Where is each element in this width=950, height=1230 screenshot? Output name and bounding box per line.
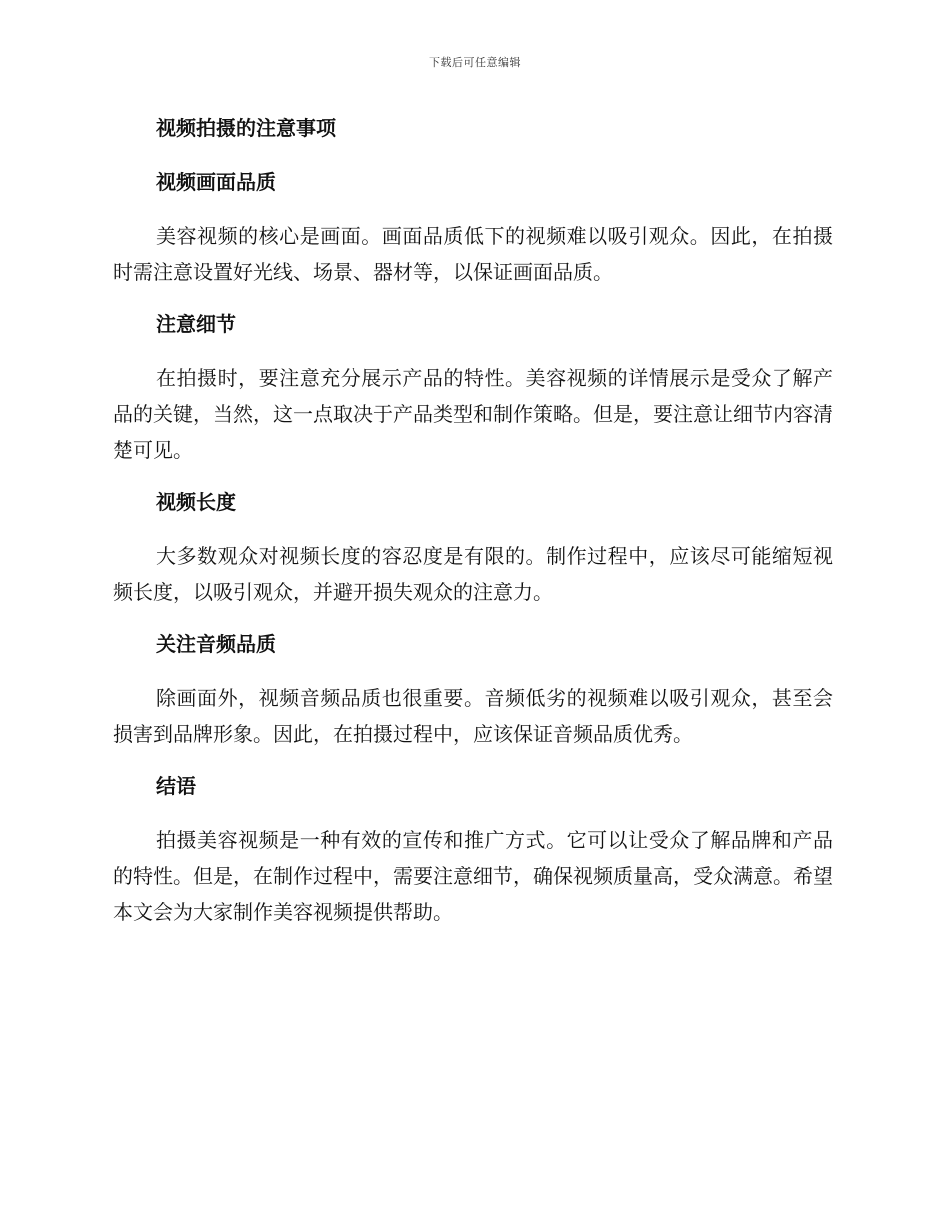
spacer [113,342,833,360]
page-header-note: 下载后可任意编辑 [429,56,521,69]
section-heading-picture-quality: 视频画面品质 [156,170,276,194]
section-body-video-length: 大多数观众对视频长度的容忍度是有限的。制作过程中，应该尽可能缩短视频长度，以吸引观众，并避开损失观众的注意力。 [113,544,833,604]
spacer [113,290,833,306]
spacer [113,752,833,768]
section-heading-video-length: 视频长度 [156,490,236,514]
section-body-audio-quality: 除画面外，视频音频品质也很重要。音频低劣的视频难以吸引观众，甚至会损害到品牌形象。因此，在拍摄过程中，应该保证音频品质优秀。 [113,686,833,746]
document-content [113,110,833,930]
section-heading-conclusion: 结语 [156,774,196,798]
section-body-picture-quality: 美容视频的核心是画面。画面品质低下的视频难以吸引观众。因此，在拍摄时需注意设置好光线、场景、器材等，以保证画面品质。 [113,224,833,284]
section-heading-details: 注意细节 [156,312,236,336]
document-title: 视频拍摄的注意事项 [156,116,336,140]
spacer [113,200,833,218]
spacer [113,146,833,164]
spacer [113,662,833,680]
spacer [113,468,833,484]
spacer [113,610,833,626]
spacer [113,804,833,822]
spacer [113,520,833,538]
section-heading-audio-quality: 关注音频品质 [156,632,276,656]
section-body-conclusion: 拍摄美容视频是一种有效的宣传和推广方式。它可以让受众了解品牌和产品的特性。但是，在制作过程中，需要注意细节，确保视频质量高，受众满意。希望本文会为大家制作美容视频提供帮助。 [113,828,833,924]
section-body-details: 在拍摄时，要注意充分展示产品的特性。美容视频的详情展示是受众了解产品的关键，当然，这一点取决于产品类型和制作策略。但是，要注意让细节内容清楚可见。 [113,366,833,462]
